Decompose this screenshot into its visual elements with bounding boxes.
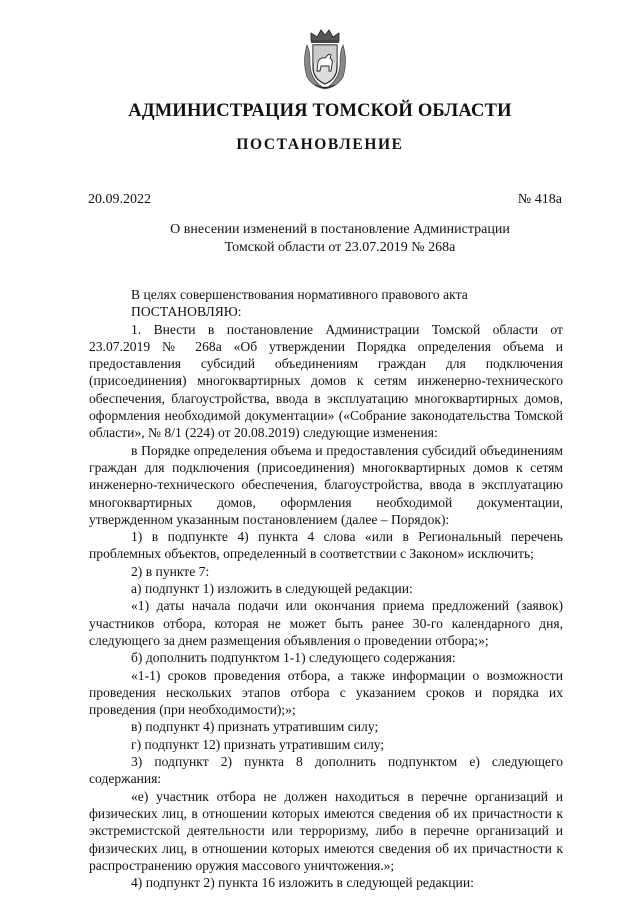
document-number: № 418а: [517, 192, 562, 207]
body-paragraph: 3) подпункт 2) пункта 8 дополнить подпунктом е) следующего содержания:: [89, 754, 563, 787]
document-subject: [150, 221, 530, 257]
body-paragraph: г) подпункт 12) признать утратившим силу;: [131, 736, 385, 752]
subject-line: О внесении изменений в постановление Администрации: [170, 222, 510, 237]
body-paragraph: «1) даты начала подачи или окончания приема предложений (заявок) участников отбора, которая не может быть ранее 30-го календарного дня, следующего за днем размещения объявления о проведении отбора;»;: [89, 598, 563, 648]
document-type: ПОСТАНОВЛЕНИЕ: [236, 136, 404, 153]
body-paragraph: 2) в пункте 7:: [131, 563, 210, 579]
body-paragraph: а) подпункт 1) изложить в следующей редакции:: [131, 581, 413, 597]
body-paragraph: в Порядке определения объема и предоставления субсидий объединениям граждан для подключения (присоединения) многоквартирных домов к сетям инженерно-технического обеспечения, благоустройства, ввода в эксплуатацию многоквартирных домов, оформления необходимой документации, утвержденном указанным постановлением (далее – Порядок):: [89, 442, 563, 527]
document-date: 20.09.2022: [88, 192, 151, 207]
body-paragraph: в) подпункт 4) признать утратившим силу;: [131, 719, 379, 735]
document-body: [89, 286, 563, 891]
body-paragraph: 1) в подпункте 4) пункта 4 слова «или в Региональный перечень проблемных объектов, определенный в соответствии с Законом» исключить;: [89, 529, 563, 562]
resolve-heading: ПОСТАНОВЛЯЮ:: [131, 304, 242, 320]
body-paragraph: 4) подпункт 2) пункта 16 изложить в следующей редакции:: [131, 875, 474, 891]
body-paragraph: 1. Внести в постановление Администрации Томской области от 23.07.2019 № 268а «Об утверждении Порядка определения объема и предоставления субсидий объединениям граждан для подключения (присоединения) многоквартирных домов к сетям инженерно-технического обеспечения, благоустройства, ввода в эксплуатацию многоквартирных домов, оформления необходимой документации» («Собрание законодательства Томской области», № 8/1 (224) от 20.08.2019) следующие изменения:: [89, 321, 563, 441]
tomsk-region-coat-of-arms-icon: [301, 27, 349, 91]
body-paragraph: б) дополнить подпунктом 1-1) следующего содержания:: [131, 650, 456, 666]
organization-title: АДМИНИСТРАЦИЯ ТОМСКОЙ ОБЛАСТИ: [128, 101, 512, 121]
body-paragraph: «1-1) сроков проведения отбора, а также информации о возможности проведения нескольких этапов отбора с указанием сроков и порядка их проведения (при необходимости);»;: [89, 667, 563, 718]
subject-line: Томской области от 23.07.2019 № 268а: [224, 240, 456, 255]
body-paragraph: «е) участник отбора не должен находиться в перечне организаций и физических лиц, в отношении которых имеются сведения об их причастности к экстремистской деятельности или терроризму, либо в перечне организаций и физических лиц, в отношении которых имеются сведения об их причастности к распространению оружия массового уничтожения.»;: [89, 788, 563, 873]
body-paragraph: В целях совершенствования нормативного правового акта: [131, 287, 468, 302]
